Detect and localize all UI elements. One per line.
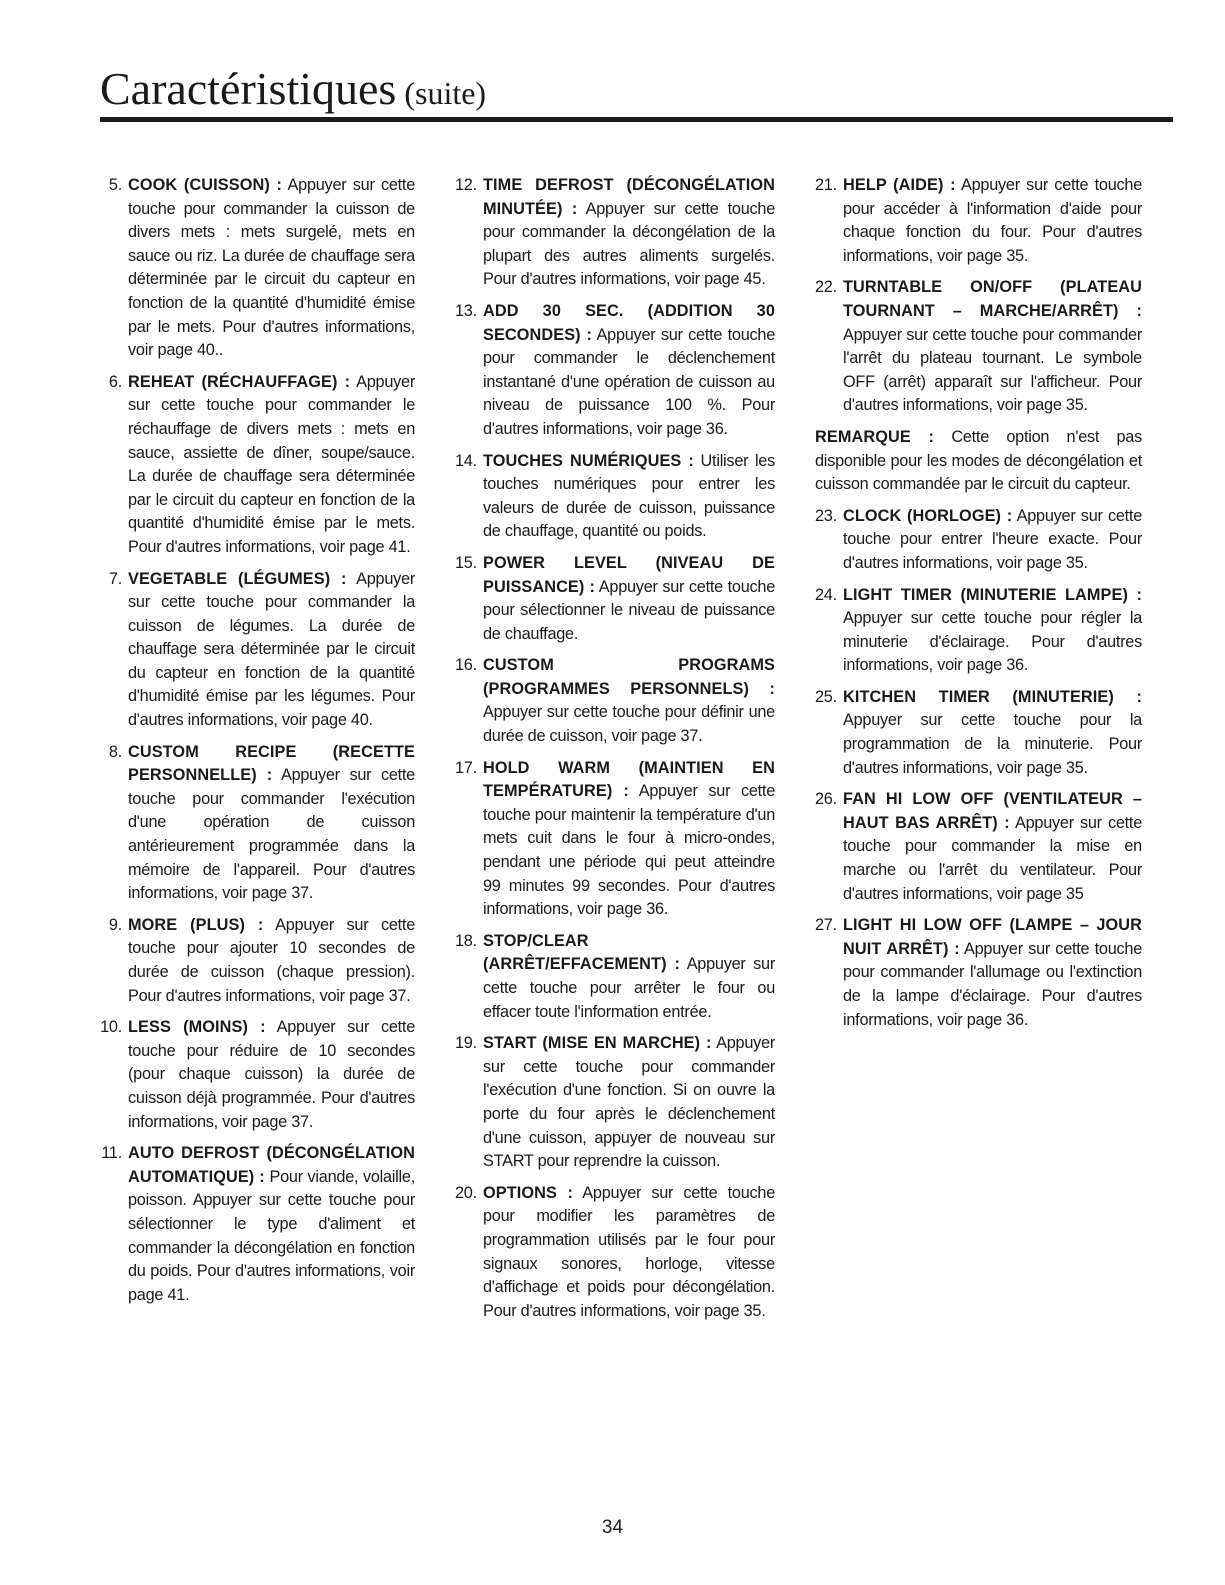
key-name: LIGHT TIMER (MINUTERIE LAMPE) : — [843, 585, 1142, 604]
item-number: 25. — [815, 687, 837, 706]
feature-item-12 — [455, 174, 775, 292]
item-number: 11. — [101, 1144, 122, 1163]
feature-item-17 — [455, 757, 775, 922]
key-name: KITCHEN TIMER (MINUTERIE) : — [843, 687, 1142, 706]
key-name: MORE (PLUS) : — [128, 915, 264, 934]
item-description: Appuyer sur cette touche pour la programmation de la minuterie. Pour d'autres informations, voir page 35. — [843, 711, 1142, 777]
item-number: 16. — [455, 656, 477, 675]
item-number: 6. — [108, 372, 122, 391]
item-number: 27. — [815, 916, 837, 935]
feature-item-6 — [100, 371, 415, 560]
feature-item-14 — [455, 450, 775, 544]
key-name: VEGETABLE (LÉGUMES) : — [128, 569, 347, 588]
key-name: START (MISE EN MARCHE) : — [483, 1034, 712, 1053]
text-column-3 — [815, 174, 1142, 1040]
item-description: Appuyer sur cette touche pour commander l'exécution d'une fonction. Si on ouvre la porte du four après le déclenchement d'une cuisson, appuyer de nouveau sur START pour reprendre la cuisson. — [483, 1034, 775, 1171]
item-description: Appuyer sur cette touche pour commander la cuisson de légumes. La durée de chauffage sera déterminée par le circuit du capteur en fonction de la quantité d'humidité émise par les légumes. Pour d'autres informations, voir page 40. — [128, 569, 415, 730]
key-name: LESS (MOINS) : — [128, 1018, 266, 1037]
feature-item-7 — [100, 568, 415, 733]
feature-item-27 — [815, 914, 1142, 1032]
title-underline-rule — [100, 117, 1173, 122]
feature-item-11 — [100, 1142, 415, 1307]
item-description: Appuyer sur cette touche pour commander le réchauffage de divers mets : mets en sauce, assiette de dîner, soupe/sauce. La durée de chauffage sera déterminée par le circuit du capteur en fonction de la quantité d'humidité émise par le mets. Pour d'autres informations, voir page 41. — [128, 372, 415, 556]
text-column-2 — [455, 174, 775, 1331]
item-number: 13. — [455, 301, 477, 320]
item-number: 22. — [815, 278, 837, 297]
item-description: Appuyer sur cette touche pour commander la cuisson de divers mets : mets surgelé, mets en sauce ou riz. La durée de chauffage sera déterminée par le circuit du capteur en fonction de la quantité d'humidité émise par le mets. Pour d'autres informations, voir page 40.. — [128, 176, 416, 360]
feature-item-20 — [455, 1182, 775, 1324]
item-number: 9. — [108, 915, 122, 934]
page-title-main: Caractéristiques — [100, 63, 397, 114]
feature-item-22 — [815, 276, 1142, 418]
key-name: OPTIONS : — [483, 1183, 574, 1202]
item-description: Appuyer sur cette touche pour arrêter le four ou effacer toute l'information entrée. — [483, 955, 775, 1021]
feature-item-24 — [815, 584, 1142, 678]
item-number: 20. — [455, 1183, 477, 1202]
feature-item-23 — [815, 505, 1142, 576]
feature-item-16 — [455, 654, 775, 748]
feature-item-21 — [815, 174, 1142, 268]
feature-item-25 — [815, 686, 1142, 780]
feature-item-10 — [100, 1016, 415, 1134]
key-name: CUSTOM PROGRAMS (PROGRAMMES PERSONNELS) : — [483, 656, 775, 698]
remark-label: REMARQUE : — [815, 427, 934, 446]
feature-item-13 — [455, 300, 775, 442]
item-number: 18. — [455, 931, 477, 950]
key-name: TIME DEFROST (DÉCONGÉLATION MINUTÉE) : — [483, 176, 775, 218]
key-name: POWER LEVEL (NIVEAU DE PUISSANCE) : — [483, 553, 775, 596]
key-name: AUTO DEFROST (DÉCONGÉLATION AUTOMATIQUE) : — [128, 1144, 415, 1186]
item-description: Appuyer sur cette touche pour commander le déclenchement instantané d'une opération de cuisson au niveau de puissance 100 %. Pour d'autres informations, voir page 36. — [483, 325, 776, 438]
item-number: 10. — [100, 1018, 122, 1037]
item-number: 14. — [455, 451, 477, 470]
key-name: CLOCK (HORLOGE) : — [843, 506, 1013, 525]
item-description: Appuyer sur cette touche pour définir une durée de cuisson, voir page 37. — [483, 703, 775, 746]
item-number: 21. — [815, 176, 837, 194]
item-number: 12. — [455, 176, 477, 194]
key-name: HELP (AIDE) : — [843, 176, 956, 194]
feature-item-18 — [455, 930, 775, 1024]
item-description: Appuyer sur cette touche pour sélectionner le niveau de puissance de chauffage. — [483, 577, 776, 643]
item-number: 24. — [815, 585, 837, 604]
key-name: TOUCHES NUMÉRIQUES : — [483, 451, 694, 470]
key-name: STOP/CLEAR (ARRÊT/EFFACEMENT) : — [483, 931, 681, 974]
feature-item-5 — [100, 174, 415, 363]
item-description: Utiliser les touches numériques pour entrer les valeurs de durée de cuisson, puissance de chauffage, quantité ou poids. — [483, 451, 776, 541]
item-description: Appuyer sur cette touche pour commander l'exécution d'une opération de cuisson antérieurement programmée dans la mémoire de l'appareil. Pour d'autres informations, voir page 37. — [128, 766, 415, 903]
page-title — [100, 63, 487, 114]
key-name: COOK (CUISSON) : — [128, 176, 283, 194]
item-number: 17. — [455, 758, 477, 777]
text-column-1 — [100, 174, 415, 1315]
key-name: LIGHT HI LOW OFF (LAMPE – JOUR NUIT ARRÊT) : — [843, 916, 1142, 958]
item-number: 26. — [815, 790, 837, 809]
item-number: 8. — [108, 742, 122, 761]
key-name: REHEAT (RÉCHAUFFAGE) : — [128, 372, 351, 391]
item-number: 7. — [108, 569, 122, 588]
item-description: Appuyer sur cette touche pour régler la minuterie d'éclairage. Pour d'autres informations, voir page 36. — [843, 609, 1142, 675]
remark-text: Cette option n'est pas disponible pour les modes de décongélation et cuisson commandée par le circuit du capteur. — [815, 427, 1142, 494]
item-description: Appuyer sur cette touche pour commander la décongélation de la plupart des autres aliments surgelés. Pour d'autres informations, voir page 45. — [483, 199, 776, 289]
key-name: ADD 30 SEC. (ADDITION 30 SECONDES) : — [483, 301, 775, 344]
remark-note — [815, 426, 1142, 497]
feature-item-19 — [455, 1032, 775, 1174]
feature-item-26 — [815, 788, 1142, 906]
item-description: Appuyer sur cette touche pour entrer l'heure exacte. Pour d'autres informations, voir page 35. — [843, 506, 1142, 572]
item-description: Pour viande, volaille, poisson. Appuyer sur cette touche pour sélectionner le type d'aliment et commander la décongélation en fonction du poids. Pour d'autres informations, voir page 41. — [128, 1167, 415, 1304]
item-description: Appuyer sur cette touche pour commander la mise en marche ou l'arrêt du ventilateur. Pour d'autres informations, voir page 35 — [843, 813, 1143, 903]
item-description: Appuyer sur cette touche pour ajouter 10 secondes de durée de cuisson (chaque pression). Pour d'autres informations, voir page 37. — [128, 915, 415, 1005]
key-name: HOLD WARM (MAINTIEN EN TEMPÉRATURE) : — [483, 758, 775, 801]
key-name: TURNTABLE ON/OFF (PLATEAU TOURNANT – MARCHE/ARRÊT) : — [843, 278, 1142, 320]
page-title-subtitle: (suite) — [404, 75, 487, 111]
item-number: 23. — [815, 506, 837, 525]
item-number: 5. — [108, 176, 122, 194]
key-name: CUSTOM RECIPE (RECETTE PERSONNELLE) : — [128, 742, 415, 785]
page-number: 34 — [601, 1517, 624, 1538]
item-number: 15. — [455, 553, 477, 572]
item-description: Appuyer sur cette touche pour commander l'allumage ou l'extinction de la lampe d'éclairage. Pour d'autres informations, voir page 36. — [843, 939, 1143, 1029]
key-name: FAN HI LOW OFF (VENTILATEUR – HAUT BAS ARRÊT) : — [843, 790, 1142, 832]
item-description: Appuyer sur cette touche pour accéder à l'information d'aide pour chaque fonction du four. Pour d'autres informations, voir page 35. — [843, 176, 1143, 265]
feature-item-9 — [100, 914, 415, 1008]
item-description: Appuyer sur cette touche pour réduire de 10 secondes (pour chaque cuisson) la durée de cuisson déjà programmée. Pour d'autres informations, voir page 37. — [128, 1018, 415, 1131]
item-description: Appuyer sur cette touche pour maintenir la température d'un mets cuit dans le four à micro-ondes, pendant une période qui peut atteindre 99 minutes 99 secondes. Pour d'autres informations, voir page 36. — [483, 782, 776, 919]
item-description: Appuyer sur cette touche pour modifier les paramètres de programmation utilisés par le four pour signaux sonores, horloge, vitesse d'affichage et poids pour décongélation. Pour d'autres informations, voir page 35. — [483, 1183, 775, 1320]
item-number: 19. — [455, 1034, 477, 1053]
feature-item-15 — [455, 552, 775, 646]
item-description: Appuyer sur cette touche pour commander l'arrêt du plateau tournant. Le symbole OFF (arrêt) apparaît sur l'afficheur. Pour d'autres informations, voir page 35. — [843, 325, 1142, 415]
feature-item-8 — [100, 741, 415, 906]
